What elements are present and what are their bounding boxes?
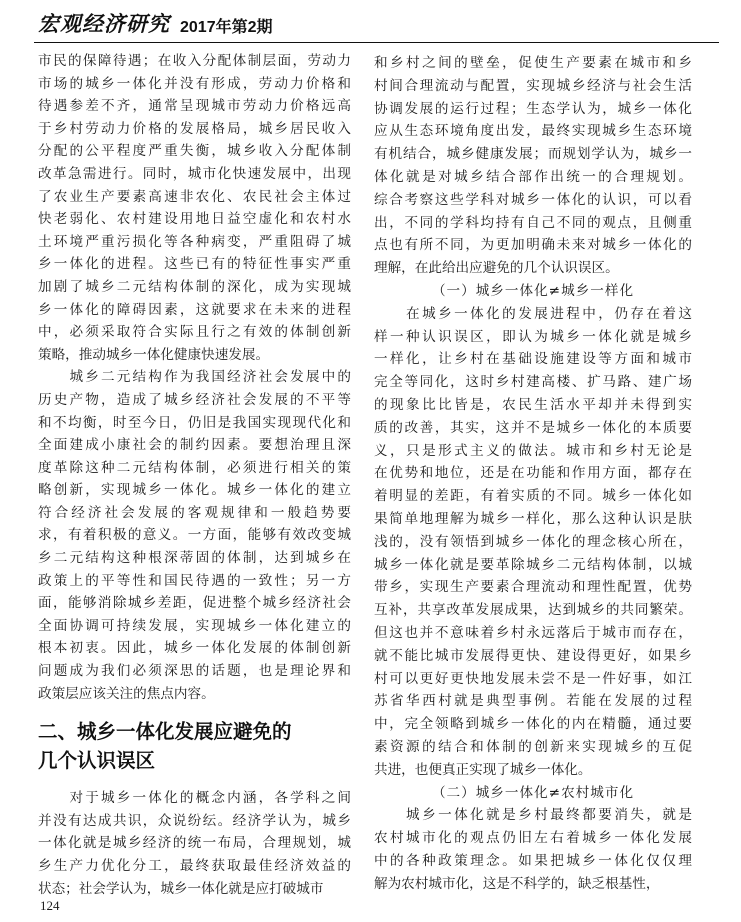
- paragraph: [374, 52, 692, 280]
- text-line: 中，必须采取符合实际且行之有效的体制创新: [38, 324, 351, 341]
- text-line: 乡二元结构这种根深蒂固的体制，达到城乡在: [38, 550, 351, 567]
- text-line: 村可以更好更快地发展未尝不是一件好事，如江: [374, 670, 692, 687]
- text-line: 完全等同化，这时乡村建高楼、扩马路、建广场: [374, 374, 692, 391]
- section-heading-line: 几个认识误区: [38, 749, 156, 773]
- text-line: 综合考察这些学科对城乡一体化的认识，可以看: [374, 191, 692, 208]
- text-line: 和不均衡，时至今日，仍旧是我国实现现代化和: [38, 414, 351, 431]
- text-line: 乡一体化的障碍因素，这就要求在未来的进程: [38, 301, 351, 318]
- text-line: 果简单地理解为城乡一样化，那么这种认识是肤: [374, 510, 692, 527]
- paragraph: [374, 804, 692, 895]
- text-line: 一体化就是城乡经济的统一布局，合理规划，城: [38, 835, 351, 852]
- text-line: 对于城乡一体化的概念内涵，各学科之间: [38, 790, 351, 807]
- text-line: 理解，在此给出应避免的几个认识误区。: [374, 260, 619, 277]
- text-line: 政策上的平等性和国民待遇的一致性；另一方: [38, 572, 351, 589]
- text-line: 有机结合，城乡健康发展；而规划学认为，城乡一: [374, 146, 692, 163]
- text-line: 改革急需进行。同时，城市化快速发展中，出现: [38, 165, 351, 182]
- journal-title: 宏观经济研究: [38, 11, 170, 36]
- text-line: 历史产物，造成了城乡经济社会发展的不平等: [38, 391, 351, 408]
- text-line: 状态；社会学认为，城乡一体化就是应打破城市: [38, 880, 324, 897]
- text-line: 应从生态环境角度出发，最终实现城乡生态环境: [374, 123, 692, 140]
- text-line: 城乡一体化就是要革除城乡二元结构体制，以城: [374, 556, 692, 573]
- text-line: 问题成为我们必须深思的话题，也是理论界和: [38, 663, 351, 680]
- text-line: 于乡村劳动力价格的发展格局，城乡居民收入: [38, 120, 351, 137]
- text-line: 着明显的差距，有着实质的不同。城乡一体化如: [374, 488, 692, 505]
- text-line: 样一种认识误区，即认为城乡一体化就是城乡: [374, 328, 692, 345]
- paragraph: [38, 50, 351, 366]
- text-line: 和乡村之间的壁垒，促使生产要素在城市和乡: [374, 55, 692, 71]
- text-line: 城乡一体化就是乡村最终都要消失，就是: [374, 807, 692, 824]
- text-line: 农村城市化的观点仍旧左右着城乡一体化发展: [374, 830, 692, 847]
- text-line: 共进，也便真正实现了城乡一体化。: [374, 761, 592, 778]
- text-line: 待遇参差不齐，通常呈现城市劳动力价格远高: [38, 98, 351, 115]
- text-line: 就不能比城市发展得更快、建设得更好，如果乡: [374, 647, 692, 664]
- section-heading-line: 二、城乡一体化发展应避免的: [38, 720, 292, 744]
- subsection-heading: （二）城乡一体化≠农村城市化: [431, 784, 635, 801]
- text-line: 点也有所不同，为更加明确未来对城乡一体化的: [374, 237, 692, 254]
- text-line: 质的改善，其实，这并不是城乡一体化的本质要: [374, 419, 692, 436]
- text-line: 的现象比比皆是，农民生活水平却并未得到实: [374, 396, 692, 413]
- text-line: 协调发展的运行过程；生态学认为，城乡一体化: [374, 100, 692, 117]
- paragraph: [38, 787, 351, 900]
- text-line: 互补，共享改革发展成果，达到城乡的共同繁荣。: [374, 602, 692, 619]
- text-line: 带乡，实现生产要素合理流动和理性配置，优势: [374, 579, 692, 596]
- text-line: 城乡二元结构作为我国经济社会发展中的: [38, 369, 351, 386]
- paragraph: [38, 366, 351, 705]
- text-line: 苏省华西村就是典型事例。若能在发展的过程: [374, 693, 692, 710]
- text-line: 政策层应该关注的焦点内容。: [38, 685, 215, 702]
- running-header: [38, 8, 721, 38]
- text-line: 乡一体化的进程。这些已有的特征性事实严重: [38, 256, 351, 273]
- text-line: 略创新，实现城乡一体化。城乡一体化的建立: [38, 482, 351, 499]
- text-line: 市民的保障待遇；在收入分配体制层面，劳动力: [38, 53, 351, 69]
- text-line: 中，完全领略到城乡一体化的内在精髓，通过要: [374, 716, 692, 733]
- text-line: 但这也并不意味着乡村永远落后于城市而存在，: [374, 624, 692, 641]
- text-line: 快老弱化、农村建设用地日益空虚化和农村水: [38, 211, 351, 228]
- text-line: 市场的城乡一体化并没有形成，劳动力价格和: [38, 75, 351, 92]
- text-line: 乡生产力优化分工，最终获取最佳经济效益的: [38, 858, 351, 874]
- text-line: 并没有达成共识，众说纷纭。经济学认为，城乡: [38, 812, 351, 829]
- text-line: 全面协调可持续发展，实现城乡一体化建立的: [38, 617, 351, 634]
- text-line: 一样化，让乡村在基础设施建设等方面和城市: [374, 351, 692, 368]
- text-line: 中的各种政策理念。如果把城乡一体化仅仅理: [374, 852, 692, 869]
- text-line: 策略，推动城乡一体化健康快速发展。: [38, 346, 270, 363]
- paragraph: [374, 303, 692, 782]
- text-line: 全面建成小康社会的制约因素。要想治理且深: [38, 437, 351, 454]
- right-column: [374, 52, 692, 895]
- left-column: [38, 50, 351, 900]
- text-line: 在优势和地位，还是在功能和作用方面，都存在: [374, 465, 692, 482]
- text-line: 素资源的结合和体制的创新来实现城乡的互促: [374, 738, 692, 755]
- text-line: 度革除这种二元结构体制，必须进行相关的策: [38, 459, 351, 476]
- text-line: 加剧了城乡二元结构体制的深化，成为实现城: [38, 278, 351, 295]
- text-line: 出，不同的学科均持有自己不同的观点，且侧重: [374, 214, 692, 231]
- text-line: 浅的，没有领悟到城乡一体化的理念核心所在，: [374, 533, 692, 550]
- text-line: 义，只是形式主义的做法。城市和乡村无论是: [374, 442, 692, 459]
- header-rule: [34, 42, 719, 43]
- text-line: 村间合理流动与配置，实现城乡经济与社会生活: [374, 77, 692, 94]
- text-line: 分配的公平程度严重失衡，城乡收入分配体制: [38, 143, 351, 160]
- text-line: 体化就是对城乡结合部作出统一的合理规划。: [374, 168, 692, 185]
- text-line: 求，有着积极的意义。一方面，能够有效改变城: [38, 527, 351, 544]
- text-line: 符合经济社会发展的客观规律和一般趋势要: [38, 504, 351, 521]
- text-line: 解为农村城市化，这是不科学的，缺乏根基性，: [374, 875, 660, 892]
- subsection-heading: （一）城乡一体化≠城乡一样化: [431, 282, 635, 299]
- issue-label: 2017年第2期: [180, 19, 273, 36]
- text-line: 在城乡一体化的发展进程中，仍存在着这: [374, 305, 692, 322]
- text-line: 根本初衷。因此，城乡一体化发展的体制创新: [38, 640, 351, 657]
- page-number: 124: [40, 898, 60, 913]
- text-line: 面，能够消除城乡差距，促进整个城乡经济社会: [38, 595, 351, 612]
- text-line: 了农业生产要素高速非农化、农民社会主体过: [38, 188, 351, 205]
- section-heading: [38, 717, 351, 775]
- text-line: 土环境严重污损化等各种病变，严重阻碍了城: [38, 233, 351, 250]
